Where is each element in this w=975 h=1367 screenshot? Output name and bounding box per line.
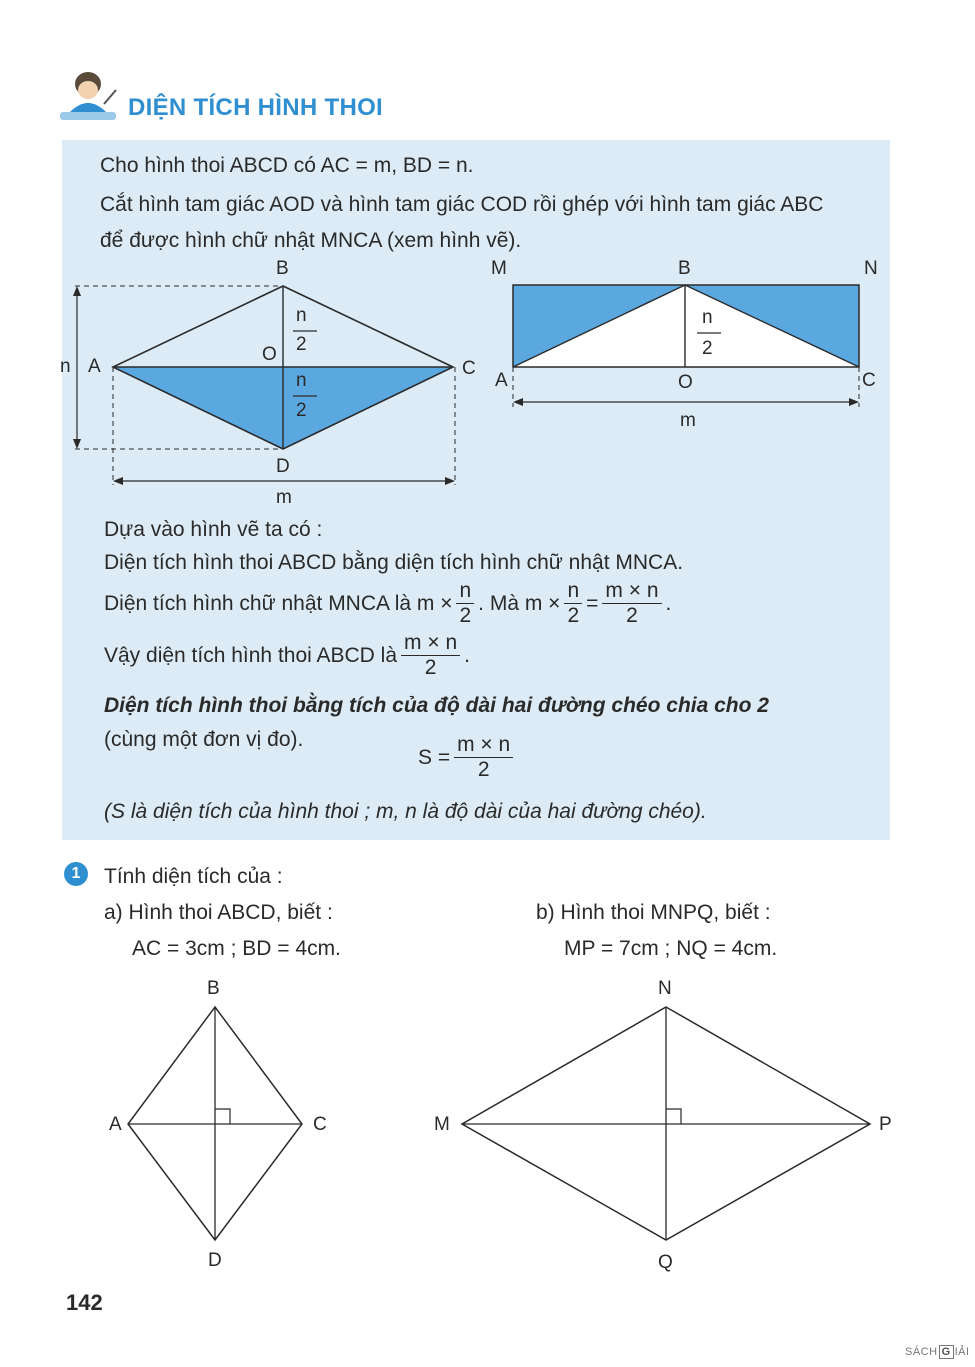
exercise-number-badge: 1: [64, 862, 88, 886]
fraction-n-over-2: [456, 580, 474, 627]
frac-num: m × n: [602, 580, 661, 604]
frac-den: 2: [626, 604, 638, 628]
frac-num: m × n: [401, 632, 460, 656]
formula-note: (S là diện tích của hình thoi ; m, n là độ dài của hai đường chéo).: [104, 800, 707, 823]
page-number: 142: [66, 1290, 103, 1315]
fig2-label-c: C: [862, 370, 876, 391]
fig1-label-n: n: [60, 356, 71, 377]
fraction-mn-over-2: [602, 580, 661, 627]
frac-den: 2: [567, 604, 580, 628]
frac-den: 2: [459, 604, 472, 628]
brand-text-right: IẢI: [954, 1346, 970, 1358]
frac-num: n: [564, 580, 582, 604]
figA-label-a: A: [109, 1114, 122, 1135]
reason-line-1: Dựa vào hình vẽ ta có :: [104, 518, 323, 541]
figA-label-d: D: [208, 1250, 222, 1271]
fig2-label-o: O: [678, 372, 693, 393]
area-rule: Diện tích hình thoi bằng tích của độ dài hai đường chéo chia cho 2: [104, 694, 769, 717]
fig1-half-bottom-num: n: [296, 370, 307, 391]
exercise-prompt: Tính diện tích của :: [104, 865, 283, 888]
rhombus-figure: [55, 255, 495, 515]
intro-line-3: để được hình chữ nhật MNCA (xem hình vẽ).: [100, 229, 522, 252]
reason-line-4: [104, 632, 470, 679]
reason4-text: Vậy diện tích hình thoi ABCD là: [104, 643, 398, 667]
fraction-mn-over-2: [454, 734, 513, 781]
area-formula: [418, 734, 517, 781]
fig1-label-o: O: [262, 344, 277, 365]
rectangle-figure: [505, 275, 870, 420]
brand-watermark: [905, 1345, 970, 1359]
figB-label-m: M: [434, 1114, 450, 1135]
frac-num: n: [456, 580, 474, 604]
fraction-n-over-2: [564, 580, 582, 627]
student-mascot-icon: [58, 68, 120, 124]
fig2-label-a: A: [495, 370, 508, 391]
reason-line-3: [104, 580, 671, 627]
exercise-b-title: b) Hình thoi MNPQ, biết :: [536, 901, 771, 924]
fig1-label-b: B: [276, 258, 289, 279]
figB-label-n: N: [658, 978, 672, 999]
frac-den: 2: [477, 758, 490, 782]
fig1-label-m: m: [276, 487, 292, 508]
fig2-half-den: 2: [702, 338, 713, 359]
figA-label-b: B: [207, 978, 220, 999]
formula-s: S =: [418, 745, 451, 769]
fraction-mn-over-2: [401, 632, 460, 679]
fig2-label-m: M: [491, 258, 507, 279]
reason-line-2: Diện tích hình thoi ABCD bằng diện tích hình chữ nhật MNCA.: [104, 551, 684, 574]
intro-line-2: Cắt hình tam giác AOD và hình tam giác COD rồi ghép với hình tam giác ABC: [100, 193, 824, 216]
fig2-half-num: n: [702, 307, 713, 328]
figA-label-c: C: [313, 1114, 327, 1135]
frac-num: m × n: [454, 734, 513, 758]
rhombus-mnpq-figure: [450, 1000, 880, 1250]
figB-label-q: Q: [658, 1252, 673, 1273]
brand-logo-g: G: [939, 1345, 954, 1359]
intro-line-1: Cho hình thoi ABCD có AC = m, BD = n.: [100, 154, 474, 177]
lesson-title: DIỆN TÍCH HÌNH THOI: [128, 94, 384, 121]
area-rule-unit: (cùng một đơn vị đo).: [104, 728, 304, 751]
reason4-end: .: [464, 643, 470, 667]
figB-label-p: P: [879, 1114, 892, 1135]
exercise-a-title: a) Hình thoi ABCD, biết :: [104, 901, 333, 924]
fig2-label-m-length: m: [680, 410, 696, 431]
reason3-end: .: [665, 591, 672, 615]
reason3-text-b: . Mà m ×: [478, 591, 561, 615]
fig1-half-bottom-den: 2: [296, 400, 307, 421]
fig1-half-top-den: 2: [296, 334, 307, 355]
fig1-label-d: D: [276, 456, 290, 477]
exercise-b-values: MP = 7cm ; NQ = 4cm.: [564, 937, 778, 960]
fig2-label-b: B: [678, 258, 691, 279]
fig1-label-a: A: [88, 356, 101, 377]
brand-text-left: SÁCH: [905, 1346, 938, 1358]
fig2-label-n: N: [864, 258, 878, 279]
fig1-label-c: C: [462, 358, 476, 379]
fig1-half-top-num: n: [296, 305, 307, 326]
exercise-a-values: AC = 3cm ; BD = 4cm.: [132, 937, 341, 960]
reason3-equals: =: [586, 591, 599, 615]
frac-den: 2: [424, 656, 437, 680]
reason3-text-a: Diện tích hình chữ nhật MNCA là m ×: [104, 591, 453, 615]
rhombus-abcd-figure: [120, 1000, 320, 1250]
